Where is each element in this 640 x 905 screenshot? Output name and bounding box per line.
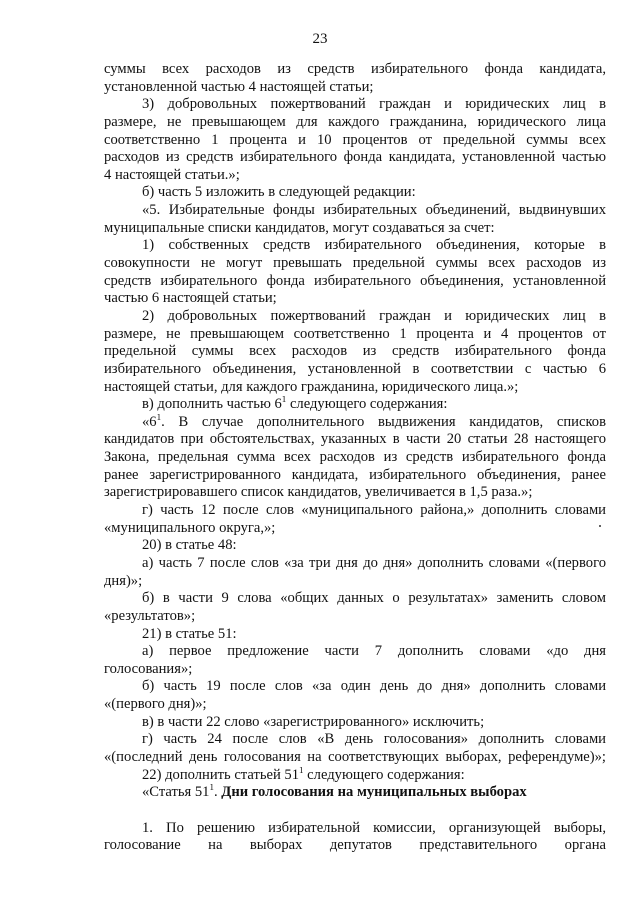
text-line [104,537,606,555]
text-line [104,202,606,220]
text-line [104,273,606,291]
line-text: голосования»; [104,660,193,677]
line-text: «результатов»; [104,607,196,624]
text-line [104,608,606,626]
line-text: совокупности не могут превышать предельной суммы всех расходов из [104,255,606,272]
text-line [104,343,606,361]
line-text: 22) дополнить статьей 51 [142,766,300,783]
line-text: 2) добровольных пожертвований граждан и юридических лиц в [142,307,606,324]
text-line [104,379,606,397]
line-text: размере, не превышающем соответственно 1 процента и 4 процентов от [104,325,606,342]
line-text-continued: следующего содержания: [286,396,448,413]
text-line [104,114,606,132]
text-line [104,467,606,485]
line-text-continued: . [213,784,222,801]
text-line [104,573,606,591]
line-text: в) дополнить частью 6 [142,396,282,413]
line-text: настоящей статьи, для каждого гражданина, юридического лица.»; [104,378,519,395]
line-text: б) в части 9 слова «общих данных о результатах» заменить словом [142,590,606,607]
line-text: муниципальные списки кандидатов, могут создаваться за счет: [104,219,495,236]
line-text: ранее зарегистрированного кандидата, избирательного объединения, ранее [104,466,606,483]
scan-speck [599,525,601,527]
text-line [104,502,606,520]
text-line [104,555,606,573]
line-text: предельной суммы всех расходов из средств избирательного фонда [104,343,606,360]
line-text: средств избирательного фонда избирательного объединения, установленной [104,272,606,289]
text-line [104,290,606,308]
line-text: а) часть 7 после слов «за три дня до дня» дополнить словами «(первого [142,554,606,571]
text-line [104,590,606,608]
text-line [104,731,606,749]
line-text: соответственно 1 процента и 10 процентов от предельной суммы всех [104,131,606,148]
text-line [104,132,606,150]
text-line [104,749,606,767]
superscript: 1 [281,396,287,405]
text-line [104,326,606,344]
superscript: 1 [209,784,214,793]
text-line [104,784,606,802]
line-text: 20) в статье 48: [142,537,237,554]
line-text: 1. По решению избирательной комиссии, организующей выборы, [142,819,606,836]
text-line [104,696,606,714]
text-line [104,361,606,379]
line-text: б) часть 19 после слов «за один день до дня» дополнить словами [142,678,606,695]
article-heading: Дни голосования на муниципальных выборах [221,784,527,801]
line-text: «муниципального округа,»; [104,519,276,536]
text-line [104,661,606,679]
text-line [104,820,606,838]
line-text: г) часть 24 после слов «В день голосования» дополнить словами [142,731,606,748]
text-line [104,396,606,414]
line-text-continued: следующего содержания: [303,766,465,783]
line-text: установленной частью 4 настоящей статьи; [104,78,374,95]
text-line [104,255,606,273]
text-line [104,837,606,855]
line-text: голосование на выборах депутатов представительного органа [104,837,606,854]
text-line [104,220,606,238]
line-text: 4 настоящей статьи.»; [104,166,240,183]
text-line [104,643,606,661]
text-line [104,678,606,696]
line-text: «(первого дня)»; [104,696,207,713]
line-text: дня)»; [104,572,143,589]
page-number: 23 [312,31,328,47]
line-text-continued: . В случае дополнительного выдвижения кандидатов, списков [161,413,606,430]
text-line [104,767,606,785]
line-text: размере, не превышающем для каждого гражданина, юридического лица [104,113,606,130]
line-text: «5. Избирательные фонды избирательных объединений, выдвинувших [142,202,606,219]
text-line [104,308,606,326]
line-text: 3) добровольных пожертвований граждан и юридических лиц в [142,96,606,113]
line-text: Закона, предельная сумма всех расходов из средств избирательного фонда [104,449,606,466]
line-text: б) часть 5 изложить в следующей редакции: [142,184,416,201]
text-line [104,626,606,644]
line-text: «Статья 51 [142,784,210,801]
line-text: суммы всех расходов из средств избирательного фонда кандидата, [104,61,606,77]
text-line [104,96,606,114]
line-text: «(последний день голосования на соответствующих выборах, референдуме)»; [104,748,606,765]
superscript: 1 [299,766,304,775]
text-line [104,237,606,255]
text-line [104,714,606,732]
line-text: зарегистрировавшего список кандидатов, увеличивается в 1,5 раза.»; [104,484,533,501]
superscript: 1 [156,413,162,422]
text-line [104,167,606,185]
text-line [104,184,606,202]
text-line [104,520,606,538]
text-line [104,149,606,167]
text-line [104,414,606,432]
line-text: в) в части 22 слово «зарегистрированного» исключить; [142,713,485,730]
line-text: «6 [142,413,157,430]
text-line [104,484,606,502]
document-body [104,61,606,855]
text-line [104,61,606,79]
text-line [104,449,606,467]
blank-line [104,802,606,820]
line-text: а) первое предложение части 7 дополнить словами «до дня [142,643,606,660]
line-text: расходов из средств избирательного фонда кандидата, установленной частью [104,149,606,166]
line-text: кандидатов при обстоятельствах, указанных в части 20 статьи 28 настоящего [104,431,606,448]
text-line [104,79,606,97]
line-text: частью 6 настоящей статьи; [104,290,277,307]
line-text: г) часть 12 после слов «муниципального района,» дополнить словами [142,502,606,519]
text-line [104,431,606,449]
line-text: избирательного объединения, установленной в соответствии с частью 6 [104,360,606,377]
line-text: 21) в статье 51: [142,625,237,642]
line-text: 1) собственных средств избирательного объединения, которые в [142,237,606,254]
